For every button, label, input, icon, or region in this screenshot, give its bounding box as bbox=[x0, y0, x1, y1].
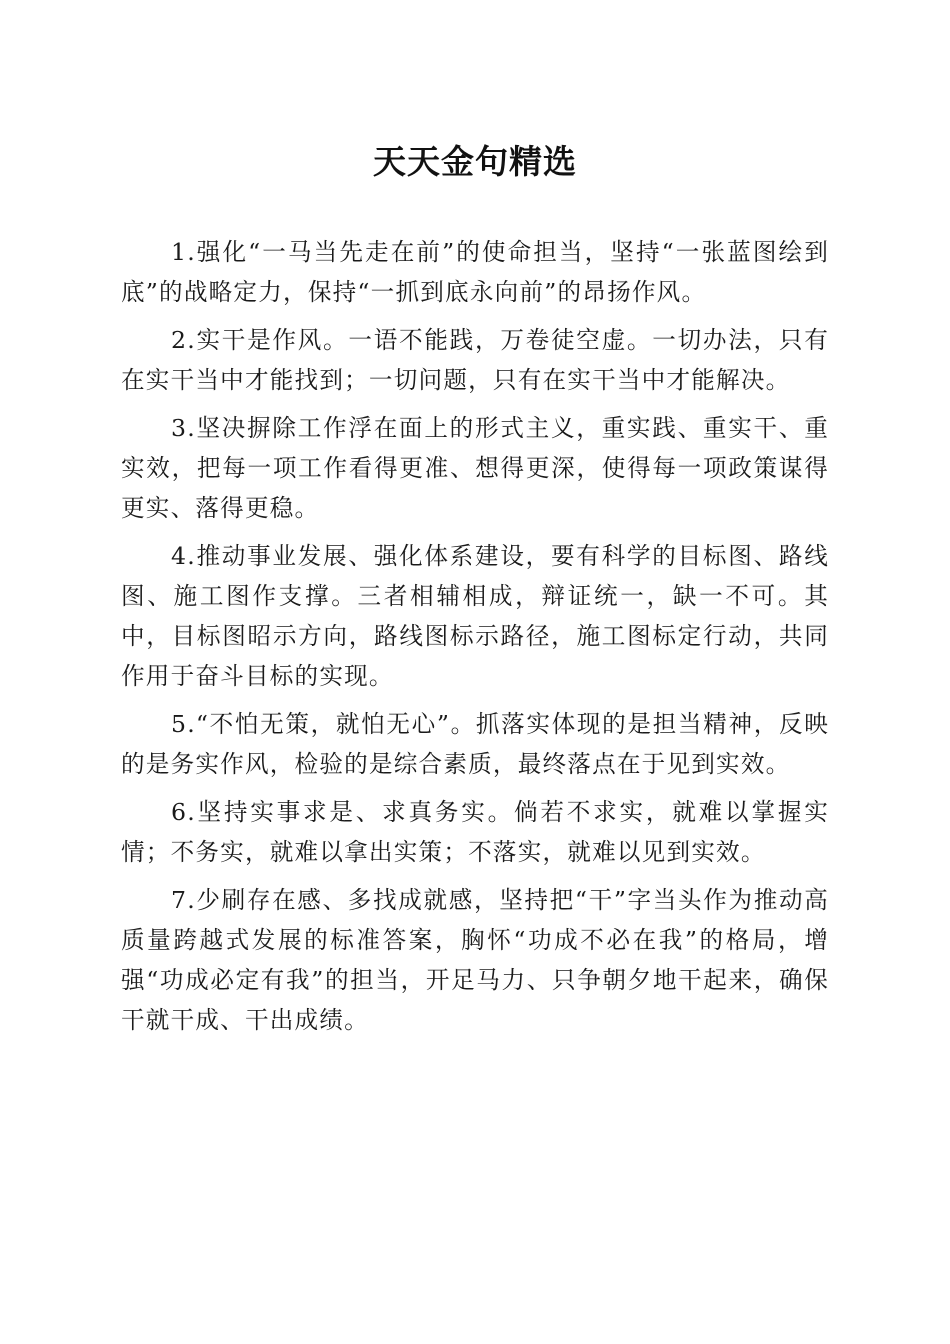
quote-paragraph-1: 1.强化“一马当先走在前”的使命担当，坚持“一张蓝图绘到底”的战略定力，保持“一抓到底永向前”的昂扬作风。 bbox=[121, 238, 829, 306]
quote-paragraph-3: 3.坚决摒除工作浮在面上的形式主义，重实践、重实干、重实效，把每一项工作看得更准、想得更深，使得每一项政策谋得更实、落得更稳。 bbox=[121, 414, 829, 522]
quote-paragraph-7: 7.少刷存在感、多找成就感，坚持把“干”字当头作为推动高质量跨越式发展的标准答案，胸怀“功成不必在我”的格局，增强“功成必定有我”的担当，开足马力、只争朝夕地干起来，确保干就干成、干出成绩。 bbox=[121, 886, 829, 1034]
quote-paragraph-6: 6.坚持实事求是、求真务实。倘若不求实，就难以掌握实情；不务实，就难以拿出实策；不落实，就难以见到实效。 bbox=[121, 798, 829, 866]
quote-paragraph-4: 4.推动事业发展、强化体系建设，要有科学的目标图、路线图、施工图作支撑。三者相辅相成，辩证统一，缺一不可。其中，目标图昭示方向，路线图标示路径，施工图标定行动，共同作用于奋斗目标的实现。 bbox=[121, 542, 829, 690]
quote-paragraph-2: 2.实干是作风。一语不能践，万卷徒空虚。一切办法，只有在实干当中才能找到；一切问题，只有在实干当中才能解决。 bbox=[121, 326, 829, 394]
document-body bbox=[121, 232, 829, 1048]
page-title: 天天金句精选 bbox=[373, 142, 577, 181]
quote-paragraph-5: 5.“不怕无策，就怕无心”。抓落实体现的是担当精神，反映的是务实作风，检验的是综合素质，最终落点在于见到实效。 bbox=[121, 710, 829, 778]
